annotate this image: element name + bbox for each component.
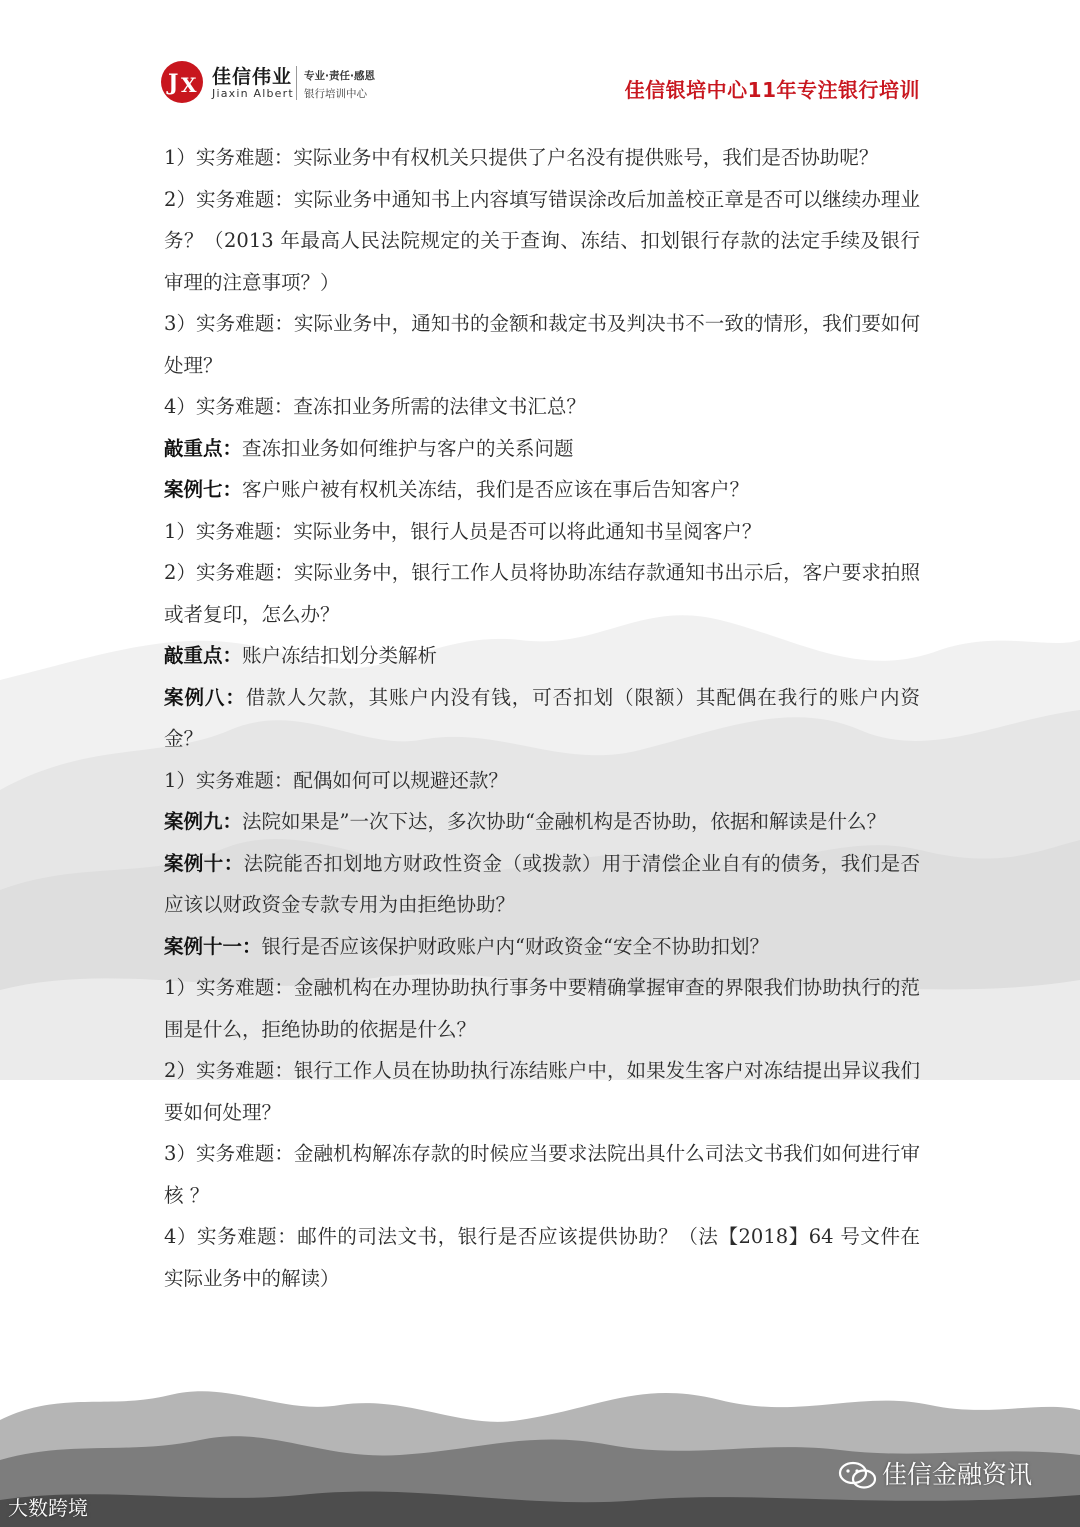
paragraph-lead: 敲重点：: [164, 436, 243, 460]
watermark-source: [8, 1492, 88, 1521]
paragraph: [164, 179, 920, 304]
paragraph-lead: 案例十一：: [164, 934, 262, 958]
paragraph: [164, 677, 920, 760]
paragraph: [164, 428, 920, 470]
svg-text:J: J: [168, 70, 179, 96]
logo-tagline-2: 银行培训中心: [304, 88, 367, 100]
paragraph-text: 1）实务难题：金融机构在办理协助执行事务中要精确掌握审查的界限我们协助执行的范围是什么，拒绝协助的依据是什么？: [164, 976, 920, 1041]
paragraph: [164, 1216, 920, 1299]
page-header: [160, 60, 920, 110]
paragraph-lead: 案例七：: [164, 478, 243, 501]
paragraph-lead: 案例八：: [164, 685, 246, 709]
paragraph-text: 银行是否应该保护财政账户内“财政资金“安全不协助扣划？: [261, 934, 769, 958]
document-body: [164, 137, 920, 1299]
jx-logo-icon: [160, 60, 204, 104]
paragraph-text: 3）实务难题：实际业务中，通知书的金额和裁定书及判决书不一致的情形，我们要如何处理？: [164, 312, 920, 377]
paragraph-text: 查冻扣业务如何维护与客户的关系问题: [242, 436, 574, 460]
paragraph: [164, 511, 920, 553]
paragraph: [164, 760, 920, 802]
paragraph-text: 2）实务难题：实际业务中，银行工作人员将协助冻结存款通知书出示后，客户要求拍照或者复印，怎么办？: [164, 561, 920, 626]
paragraph: [164, 1133, 920, 1216]
paragraph-text: 借款人欠款，其账户内没有钱，可否扣划（限额）其配偶在我行的账户内资金？: [164, 685, 920, 750]
paragraph-text: 1）实务难题：实际业务中，银行人员是否可以将此通知书呈阅客户？: [164, 519, 762, 543]
paragraph-lead: 敲重点：: [164, 644, 243, 667]
paragraph-text: 法院如果是”一次下达，多次协助“金融机构是否协助，依据和解读是什么？: [242, 810, 886, 833]
watermark-left-text: 大数跨境: [8, 1496, 88, 1520]
svg-text:X: X: [181, 73, 197, 97]
watermark-wechat-account: [838, 1455, 1032, 1491]
paragraph-text: 3）实务难题：金融机构解冻存款的时候应当要求法院出具什么司法文书我们如何进行审核 ？: [164, 1142, 920, 1207]
paragraph: [164, 386, 920, 428]
paragraph: [164, 926, 920, 968]
logo-name-en: Jiaxin Albert: [212, 87, 294, 100]
paragraph: [164, 552, 920, 635]
paragraph: [164, 967, 920, 1050]
paragraph-text: 4）实务难题：查冻扣业务所需的法律文书汇总？: [164, 395, 586, 418]
paragraph-lead: 案例九：: [164, 810, 243, 833]
paragraph-text: 账户冻结扣划分类解析: [242, 644, 438, 667]
paragraph-text: 1）实务难题：配偶如何可以规避还款？: [164, 768, 508, 792]
paragraph: [164, 303, 920, 386]
logo-tagline-1: 专业·责任·感恩: [304, 70, 375, 82]
paragraph: [164, 801, 920, 843]
paragraph-lead: 案例十：: [164, 851, 244, 875]
paragraph: [164, 1050, 920, 1133]
paragraph: [164, 635, 920, 677]
paragraph: [164, 843, 920, 926]
header-slogan: 佳信银培中心11年专注银行培训: [624, 78, 920, 102]
paragraph-text: 2）实务难题：实际业务中通知书上内容填写错误涂改后加盖校正章是否可以继续办理业务？（2013 年最高人民法院规定的关于查询、冻结、扣划银行存款的法定手续及银行审理的注意事项？）: [164, 187, 920, 294]
wechat-icon: [838, 1461, 878, 1491]
paragraph-text: 1）实务难题：实际业务中有权机关只提供了户名没有提供账号，我们是否协助呢？: [164, 146, 879, 169]
paragraph-text: 法院能否扣划地方财政性资金（或拨款）用于清偿企业自有的债务，我们是否应该以财政资金专款专用为由拒绝协助？: [164, 851, 920, 916]
logo-divider: [296, 66, 297, 100]
paragraph-text: 4）实务难题：邮件的司法文书，银行是否应该提供协助？（法【2018】64 号文件在实际业务中的解读）: [164, 1225, 920, 1290]
paragraph: [164, 137, 920, 179]
paragraph: [164, 469, 920, 511]
logo-name-cn: 佳信伟业: [212, 66, 293, 88]
paragraph-text: 客户账户被有权机关冻结，我们是否应该在事后告知客户？: [242, 478, 750, 501]
paragraph-text: 2）实务难题：银行工作人员在协助执行冻结账户中，如果发生客户对冻结提出异议我们要如何处理？: [164, 1059, 920, 1124]
mountain-background-bottom: [0, 1360, 1080, 1527]
watermark-right-text: 佳信金融资讯: [882, 1460, 1033, 1489]
